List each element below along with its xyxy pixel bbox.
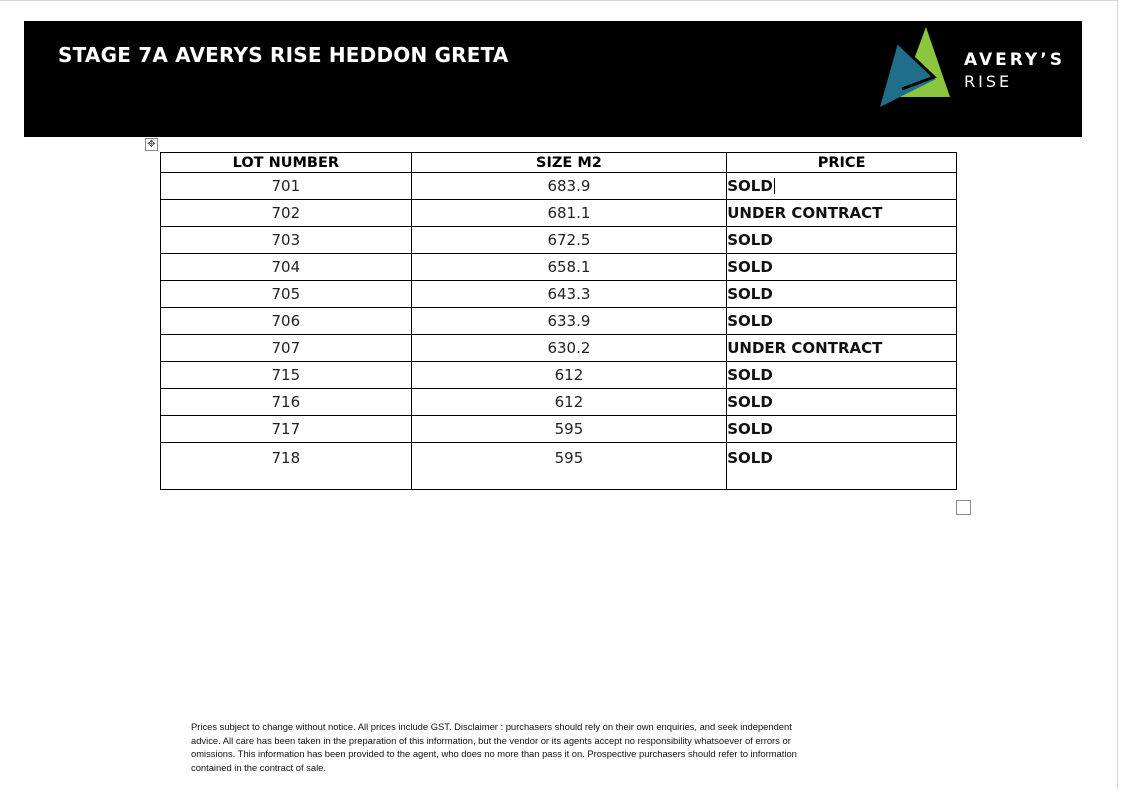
table-row	[161, 254, 957, 281]
column-header-price: PRICE	[727, 153, 957, 173]
price-cell[interactable]: SOLD	[727, 389, 957, 416]
lot-number-cell[interactable]: 705	[161, 281, 412, 308]
price-cell[interactable]: SOLD	[727, 443, 957, 490]
size-cell[interactable]: 681.1	[411, 200, 727, 227]
size-cell[interactable]: 643.3	[411, 281, 727, 308]
logo-wordmark-line1: AVERY’S	[964, 50, 1065, 70]
column-header-size: SIZE M2	[411, 153, 727, 173]
table-row	[161, 389, 957, 416]
lot-number-cell[interactable]: 718	[161, 443, 412, 490]
lot-number-cell[interactable]: 704	[161, 254, 412, 281]
lot-number-cell[interactable]: 706	[161, 308, 412, 335]
disclaimer-line: advice. All care has been taken in the preparation of this information, but the vendor or its agents accept no responsibility whatsoever of errors or	[191, 734, 791, 746]
price-cell[interactable]: SOLD	[727, 227, 957, 254]
lot-number-cell[interactable]: 717	[161, 416, 412, 443]
table-resize-handle[interactable]	[956, 500, 971, 515]
price-cell[interactable]: SOLD	[727, 362, 957, 389]
lot-number-cell[interactable]: 707	[161, 335, 412, 362]
table-row	[161, 308, 957, 335]
size-cell[interactable]: 612	[411, 362, 727, 389]
table-row	[161, 200, 957, 227]
disclaimer-line: contained in the contract of sale.	[191, 761, 326, 773]
lot-price-table	[160, 152, 957, 490]
size-cell[interactable]: 595	[411, 443, 727, 490]
size-cell[interactable]: 683.9	[411, 173, 727, 200]
table-row	[161, 173, 957, 200]
lot-number-cell[interactable]: 701	[161, 173, 412, 200]
table-row	[161, 227, 957, 254]
size-cell[interactable]: 633.9	[411, 308, 727, 335]
lot-number-cell[interactable]: 703	[161, 227, 412, 254]
disclaimer-line: Prices subject to change without notice. All prices include GST. Disclaimer : purchasers should rely on their own enquiries, and seek independent	[191, 721, 792, 732]
table-move-handle-icon[interactable]: ✥	[145, 138, 158, 151]
price-cell[interactable]: SOLD	[727, 281, 957, 308]
page-title: STAGE 7A AVERYS RISE HEDDON GRETA	[58, 43, 509, 67]
disclaimer-text	[191, 720, 871, 774]
price-cell[interactable]: SOLD	[727, 254, 957, 281]
table-row	[161, 335, 957, 362]
size-cell[interactable]: 612	[411, 389, 727, 416]
logo-wordmark	[964, 49, 1065, 93]
price-cell[interactable]: SOLD	[727, 416, 957, 443]
size-cell[interactable]: 672.5	[411, 227, 727, 254]
text-cursor	[774, 178, 775, 194]
size-cell[interactable]: 630.2	[411, 335, 727, 362]
price-cell[interactable]	[727, 173, 957, 200]
table-row	[161, 281, 957, 308]
price-status: SOLD	[727, 177, 773, 195]
size-cell[interactable]: 595	[411, 416, 727, 443]
table-row	[161, 362, 957, 389]
averys-rise-logo-icon	[876, 25, 956, 107]
price-cell[interactable]: UNDER CONTRACT	[727, 335, 957, 362]
lot-number-cell[interactable]: 715	[161, 362, 412, 389]
column-header-lot-number: LOT NUMBER	[161, 153, 412, 173]
lot-number-cell[interactable]: 702	[161, 200, 412, 227]
size-cell[interactable]: 658.1	[411, 254, 727, 281]
table-row	[161, 416, 957, 443]
table-row	[161, 443, 957, 490]
price-cell[interactable]: UNDER CONTRACT	[727, 200, 957, 227]
table-header-row	[161, 153, 957, 173]
disclaimer-line: omissions. This information has been provided to the agent, who does no more than pass it on. Prospective purchasers should refer to information	[191, 748, 797, 759]
lot-number-cell[interactable]: 716	[161, 389, 412, 416]
price-cell[interactable]: SOLD	[727, 308, 957, 335]
header-banner	[24, 21, 1082, 137]
logo-wordmark-line2: RISE	[964, 72, 1013, 91]
